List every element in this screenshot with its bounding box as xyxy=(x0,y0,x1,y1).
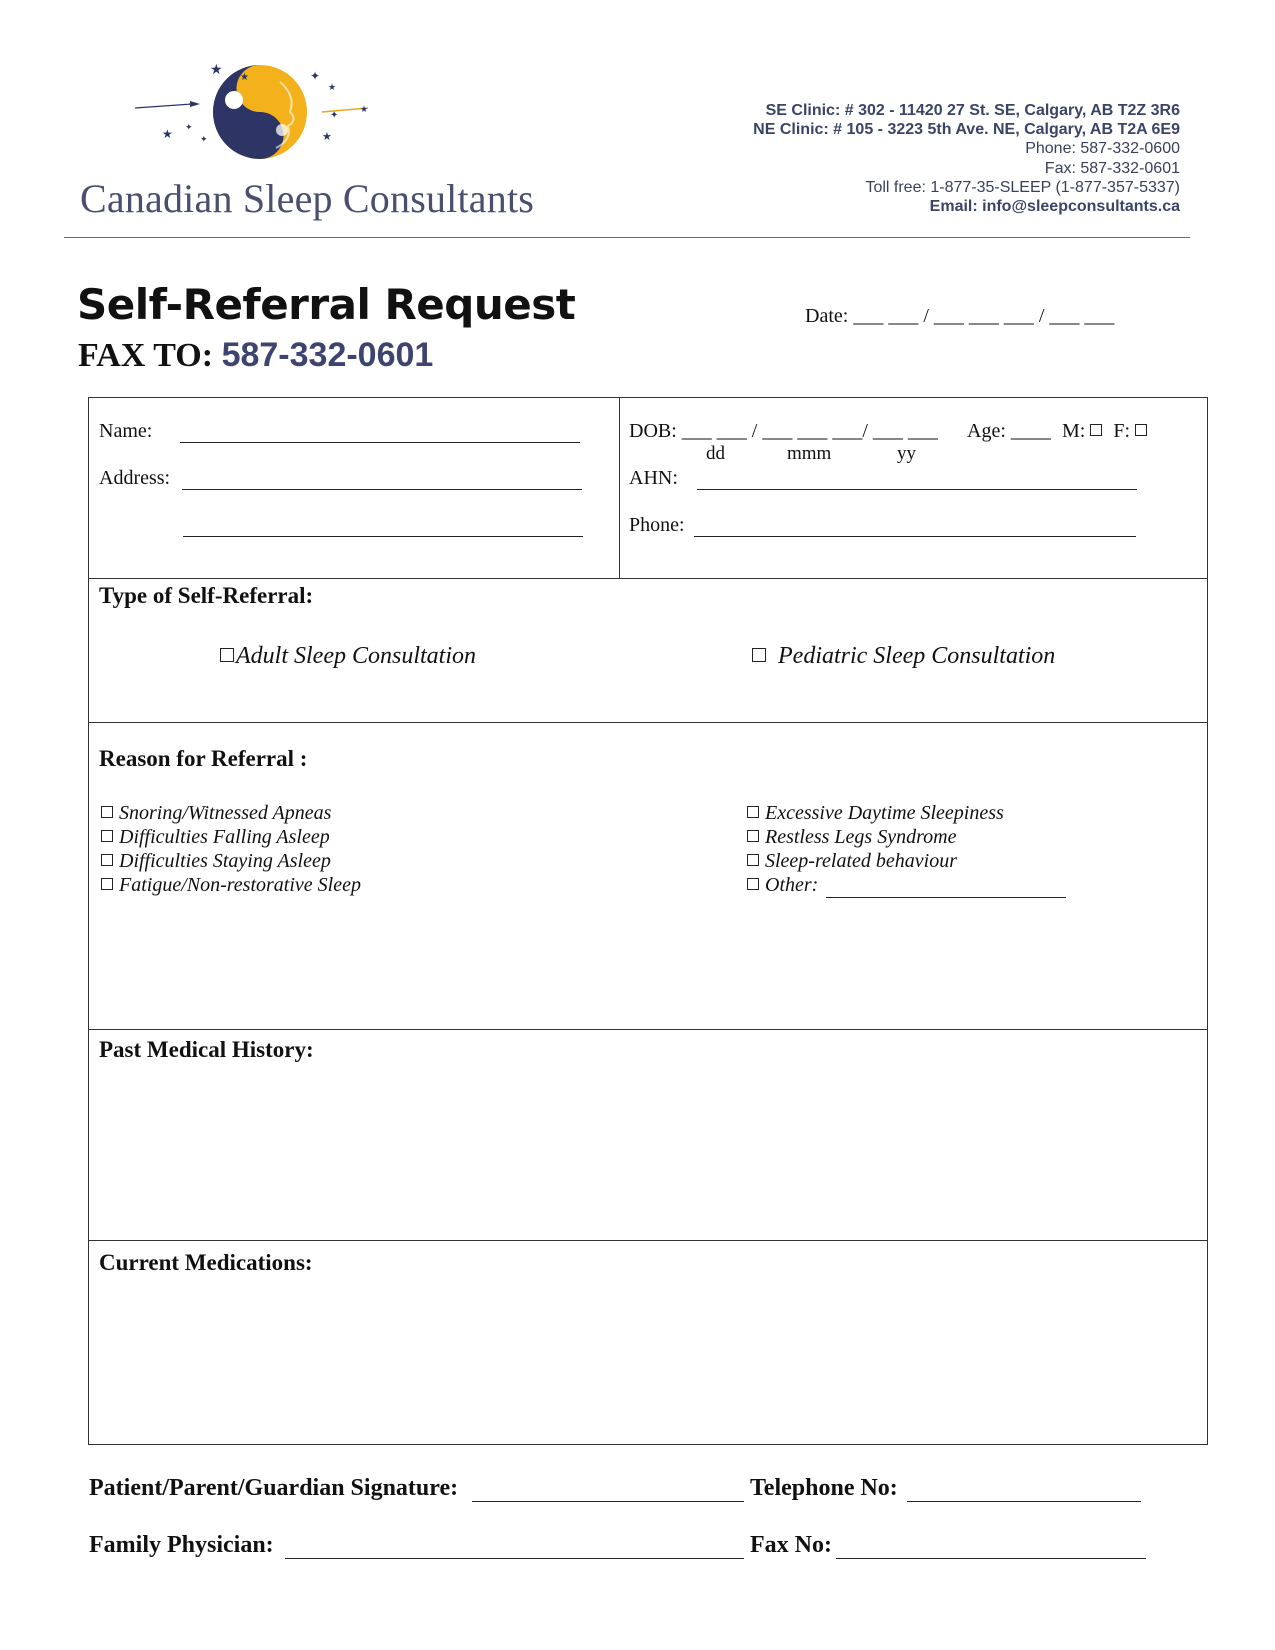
checkbox[interactable] xyxy=(747,806,759,818)
fax-label: Fax No: xyxy=(750,1532,832,1558)
dob-blanks: ___ ___ / ___ ___ ___/ ___ ___ xyxy=(681,420,938,442)
clinic-email: Email: info@sleepconsultants.ca xyxy=(929,198,1180,216)
section-divider xyxy=(88,1240,1208,1241)
phone-field[interactable] xyxy=(694,536,1136,537)
column-divider xyxy=(619,397,620,579)
reason-item[interactable] xyxy=(101,825,361,849)
svg-text:✦: ✦ xyxy=(310,69,321,83)
svg-text:★: ★ xyxy=(328,82,337,92)
fax-to-line xyxy=(78,336,433,375)
contact-block xyxy=(560,101,1180,216)
dob-mmm-hint: mmm xyxy=(787,443,832,464)
telephone-field[interactable] xyxy=(907,1501,1141,1502)
signature-field[interactable] xyxy=(472,1501,744,1502)
physician-field[interactable] xyxy=(285,1558,744,1559)
clinic-phone: Phone: 587-332-0600 xyxy=(1025,140,1180,158)
clinic-fax: Fax: 587-332-0601 xyxy=(1044,159,1180,177)
male-checkbox[interactable] xyxy=(1090,424,1102,436)
fax-field[interactable] xyxy=(836,1558,1146,1559)
reason-item[interactable] xyxy=(747,849,1004,873)
checkbox[interactable] xyxy=(747,830,759,842)
reason-item[interactable] xyxy=(101,873,361,897)
reason-label: Restless Legs Syndrome xyxy=(765,826,957,848)
checkbox[interactable] xyxy=(101,830,113,842)
checkbox[interactable] xyxy=(747,854,759,866)
header-divider xyxy=(64,237,1190,238)
svg-text:★: ★ xyxy=(240,72,249,83)
dob-yy-hint: yy xyxy=(897,443,916,464)
other-reason-field[interactable] xyxy=(826,897,1066,898)
svg-text:★: ★ xyxy=(210,63,223,78)
telephone-label: Telephone No: xyxy=(750,1475,898,1501)
pediatric-consult-option[interactable] xyxy=(752,643,1055,670)
reason-item[interactable] xyxy=(747,825,1004,849)
svg-text:✦: ✦ xyxy=(330,110,339,121)
svg-text:✦: ✦ xyxy=(200,134,208,144)
logo-wordmark: Canadian Sleep Consultants xyxy=(80,176,535,221)
adult-consult-option[interactable] xyxy=(220,643,476,670)
ahn-field[interactable] xyxy=(697,489,1137,490)
age-field[interactable] xyxy=(967,420,1051,443)
svg-text:✦: ✦ xyxy=(185,122,193,132)
ne-clinic-address: NE Clinic: # 105 - 3223 5th Ave. NE, Calgary, AB T2A 6E9 xyxy=(753,121,1180,139)
dob-label: DOB: xyxy=(629,420,677,442)
age-blank: ____ xyxy=(1010,420,1051,442)
fax-to-label: FAX TO: xyxy=(78,337,214,374)
date-label: Date: xyxy=(805,305,849,327)
se-clinic-address: SE Clinic: # 302 - 11420 27 St. SE, Calgary, AB T2Z 3R6 xyxy=(765,102,1180,119)
section-divider xyxy=(88,1029,1208,1030)
svg-text:★: ★ xyxy=(360,104,369,114)
pediatric-consult-label: Pediatric Sleep Consultation xyxy=(778,643,1056,669)
reason-label: Difficulties Falling Asleep xyxy=(119,826,330,848)
referral-type-heading: Type of Self-Referral: xyxy=(99,583,314,608)
page-title: Self-Referral Request xyxy=(77,280,576,329)
physician-label: Family Physician: xyxy=(89,1532,274,1558)
date-field[interactable] xyxy=(805,305,1114,328)
sex-field xyxy=(1062,420,1153,443)
checkbox[interactable] xyxy=(101,854,113,866)
adult-consult-label: Adult Sleep Consultation xyxy=(236,643,476,669)
clinic-toll-free: Toll free: 1-877-35-SLEEP (1-877-357-5337) xyxy=(865,178,1180,196)
dob-field[interactable] xyxy=(629,420,938,443)
svg-text:★: ★ xyxy=(162,127,173,141)
name-label: Name: xyxy=(99,420,153,442)
svg-text:★: ★ xyxy=(322,131,332,143)
medications-heading: Current Medications: xyxy=(99,1250,313,1275)
reason-item[interactable] xyxy=(747,801,1004,825)
age-label: Age: xyxy=(967,420,1006,442)
medical-history-heading: Past Medical History: xyxy=(99,1037,314,1062)
reason-list-left xyxy=(101,801,361,897)
phone-label: Phone: xyxy=(629,514,685,536)
dob-dd-hint: dd xyxy=(706,443,725,464)
reason-item[interactable] xyxy=(101,849,361,873)
reason-label: Sleep-related behaviour xyxy=(765,850,957,872)
medications-field[interactable] xyxy=(89,1282,1207,1442)
reason-label: Snoring/Witnessed Apneas xyxy=(119,802,332,824)
reason-item[interactable] xyxy=(101,801,361,825)
reason-label: Difficulties Staying Asleep xyxy=(119,850,331,872)
checkbox[interactable] xyxy=(747,878,759,890)
male-label: M: xyxy=(1062,420,1086,442)
reason-label: Other: xyxy=(765,874,819,896)
address-label: Address: xyxy=(99,467,171,489)
address-field-line2[interactable] xyxy=(183,536,583,537)
address-field-line1[interactable] xyxy=(182,489,582,490)
reason-item[interactable] xyxy=(747,873,1004,897)
company-logo xyxy=(130,60,390,170)
checkbox[interactable] xyxy=(101,878,113,890)
reason-heading: Reason for Referral : xyxy=(99,746,308,771)
medical-history-field[interactable] xyxy=(89,1070,1207,1238)
date-blanks: ___ ___ / ___ ___ ___ / ___ ___ xyxy=(853,305,1115,327)
reason-label: Fatigue/Non-restorative Sleep xyxy=(119,874,361,896)
female-label: F: xyxy=(1113,420,1131,442)
name-field[interactable] xyxy=(180,442,580,443)
reason-label: Excessive Daytime Sleepiness xyxy=(765,802,1004,824)
adult-consult-checkbox[interactable] xyxy=(220,648,234,662)
pediatric-consult-checkbox[interactable] xyxy=(752,648,766,662)
checkbox[interactable] xyxy=(101,806,113,818)
ahn-label: AHN: xyxy=(629,467,678,489)
signature-label: Patient/Parent/Guardian Signature: xyxy=(89,1475,459,1501)
section-divider xyxy=(88,722,1208,723)
section-divider xyxy=(88,578,1208,579)
fax-to-number: 587-332-0601 xyxy=(221,336,434,374)
reason-list-right xyxy=(747,801,1004,897)
female-checkbox[interactable] xyxy=(1135,424,1147,436)
